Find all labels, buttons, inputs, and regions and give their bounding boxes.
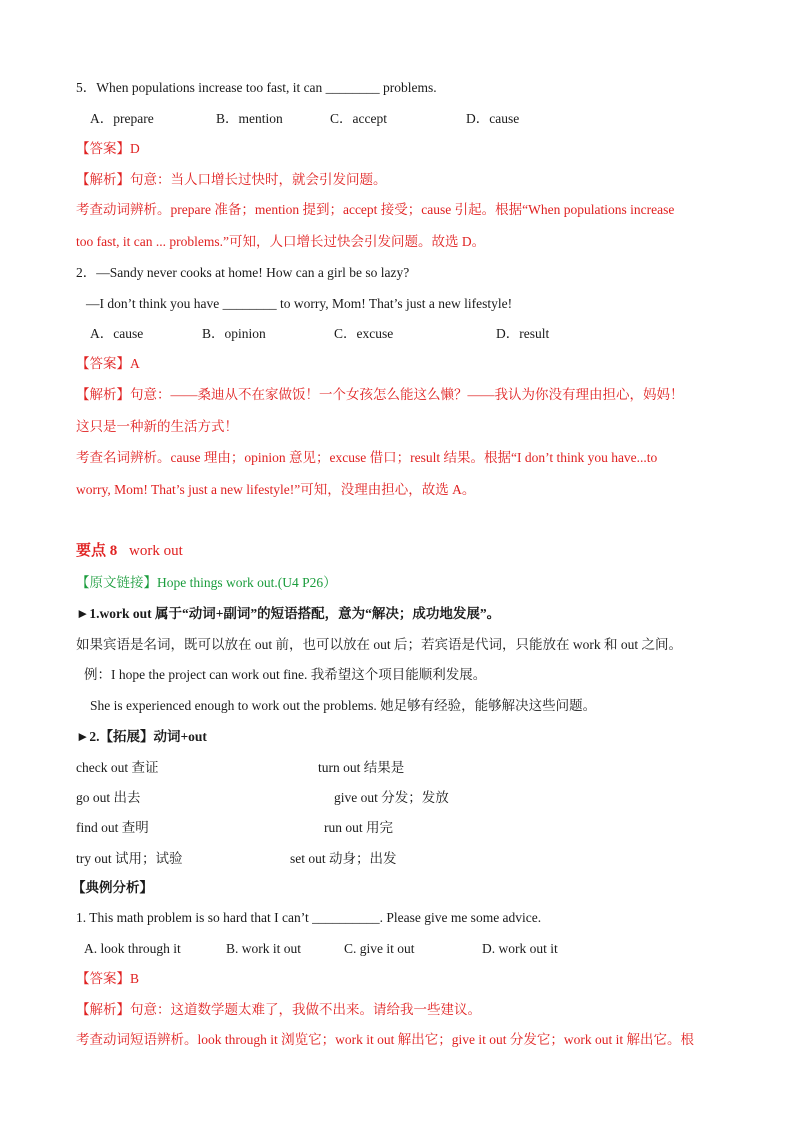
point8-example2: She is experienced enough to work out the problems. 她足够有经验，能够解决这些问题。	[90, 698, 597, 713]
point8-title: 要点 8	[76, 543, 118, 559]
q1-option-b: B. work it out	[226, 941, 302, 956]
q5-option-b: B．mention	[216, 111, 283, 126]
expand-item: check out 查证	[76, 760, 159, 775]
q2-option-c: C．excuse	[334, 326, 394, 341]
expand-item: try out 试用；试验	[76, 851, 183, 866]
expand-item: run out 用完	[324, 820, 393, 835]
q1-option-d: D. work out it	[482, 941, 558, 956]
q2-option-d: D．result	[496, 326, 550, 341]
q2-analysis-detail-2: worry, Mom! That’s just a new lifestyle!”可知，没理由担心，故选 A。	[76, 482, 476, 497]
example-analysis-heading: 【典例分析】	[72, 880, 153, 895]
q1-answer: 【答案】B	[76, 971, 140, 986]
q2-stem-line1: 2．—Sandy never cooks at home! How can a girl be so lazy?	[76, 265, 410, 280]
q5-analysis-detail-2: too fast, it can ... problems.”可知，人口增长过快会引发问题。故选 D。	[76, 234, 486, 249]
point8-rule2: ►2.【拓展】动词+out	[76, 729, 207, 744]
expand-item: give out 分发；发放	[334, 790, 449, 805]
q5-answer: 【答案】D	[76, 141, 140, 156]
point8-source-link	[76, 574, 337, 592]
expand-item: find out 查明	[76, 820, 149, 835]
q2-option-a: A．cause	[90, 326, 144, 341]
q1-stem: 1. This math problem is so hard that I can’t __________. Please give me some advice.	[76, 910, 542, 925]
point8-link-label: 【原文链接】	[76, 575, 157, 590]
point8-heading	[76, 542, 183, 560]
q1-option-a: A. look through it	[84, 941, 181, 956]
q5-analysis-meaning: 【解析】句意：当人口增长过快时，就会引发问题。	[76, 172, 387, 187]
point8-rule1-note: 如果宾语是名词，既可以放在 out 前，也可以放在 out 后；若宾语是代词，只能放在 work 和 out 之间。	[76, 637, 682, 652]
q2-option-b: B．opinion	[202, 326, 266, 341]
q1-option-c: C. give it out	[344, 941, 415, 956]
point8-phrase: work out	[129, 543, 183, 559]
q2-answer: 【答案】A	[76, 356, 140, 371]
q5-option-a: A．prepare	[90, 111, 154, 126]
point8-rule1: ►1.work out 属于“动词+副词”的短语搭配，意为“解决；成功地发展”。	[76, 606, 501, 621]
q1-analysis-meaning: 【解析】句意：这道数学题太难了，我做不出来。请给我一些建议。	[76, 1002, 481, 1017]
expand-item: set out 动身；出发	[290, 851, 397, 866]
expand-item: go out 出去	[76, 790, 141, 805]
q5-analysis-detail-1: 考查动词辨析。prepare 准备；mention 提到；accept 接受；cause 引起。根据“When populations increase	[76, 202, 675, 217]
point8-example1: 例：I hope the project can work out fine. 我希望这个项目能顺利发展。	[84, 667, 487, 682]
q2-analysis-meaning-2: 这只是一种新的生活方式！	[76, 419, 238, 434]
expand-item: turn out 结果是	[318, 760, 405, 775]
q1-analysis-detail: 考查动词短语辨析。look through it 浏览它；work it out 解出它；give it out 分发它；work out it 解出它。根	[76, 1032, 694, 1047]
q5-option-d: D．cause	[466, 111, 520, 126]
q2-analysis-meaning-1: 【解析】句意：——桑迪从不在家做饭！一个女孩怎么能这么懒？——我认为你没有理由担心，妈妈！	[76, 387, 684, 402]
q5-option-c: C．accept	[330, 111, 387, 126]
q5-stem: 5．When populations increase too fast, it can ________ problems.	[76, 80, 437, 95]
q2-stem-line2: —I don’t think you have ________ to worry, Mom! That’s just a new lifestyle!	[86, 296, 513, 311]
q2-analysis-detail-1: 考查名词辨析。cause 理由；opinion 意见；excuse 借口；result 结果。根据“I don’t think you have...to	[76, 450, 658, 465]
point8-link-text: Hope things work out.(U4 P26）	[157, 575, 337, 590]
